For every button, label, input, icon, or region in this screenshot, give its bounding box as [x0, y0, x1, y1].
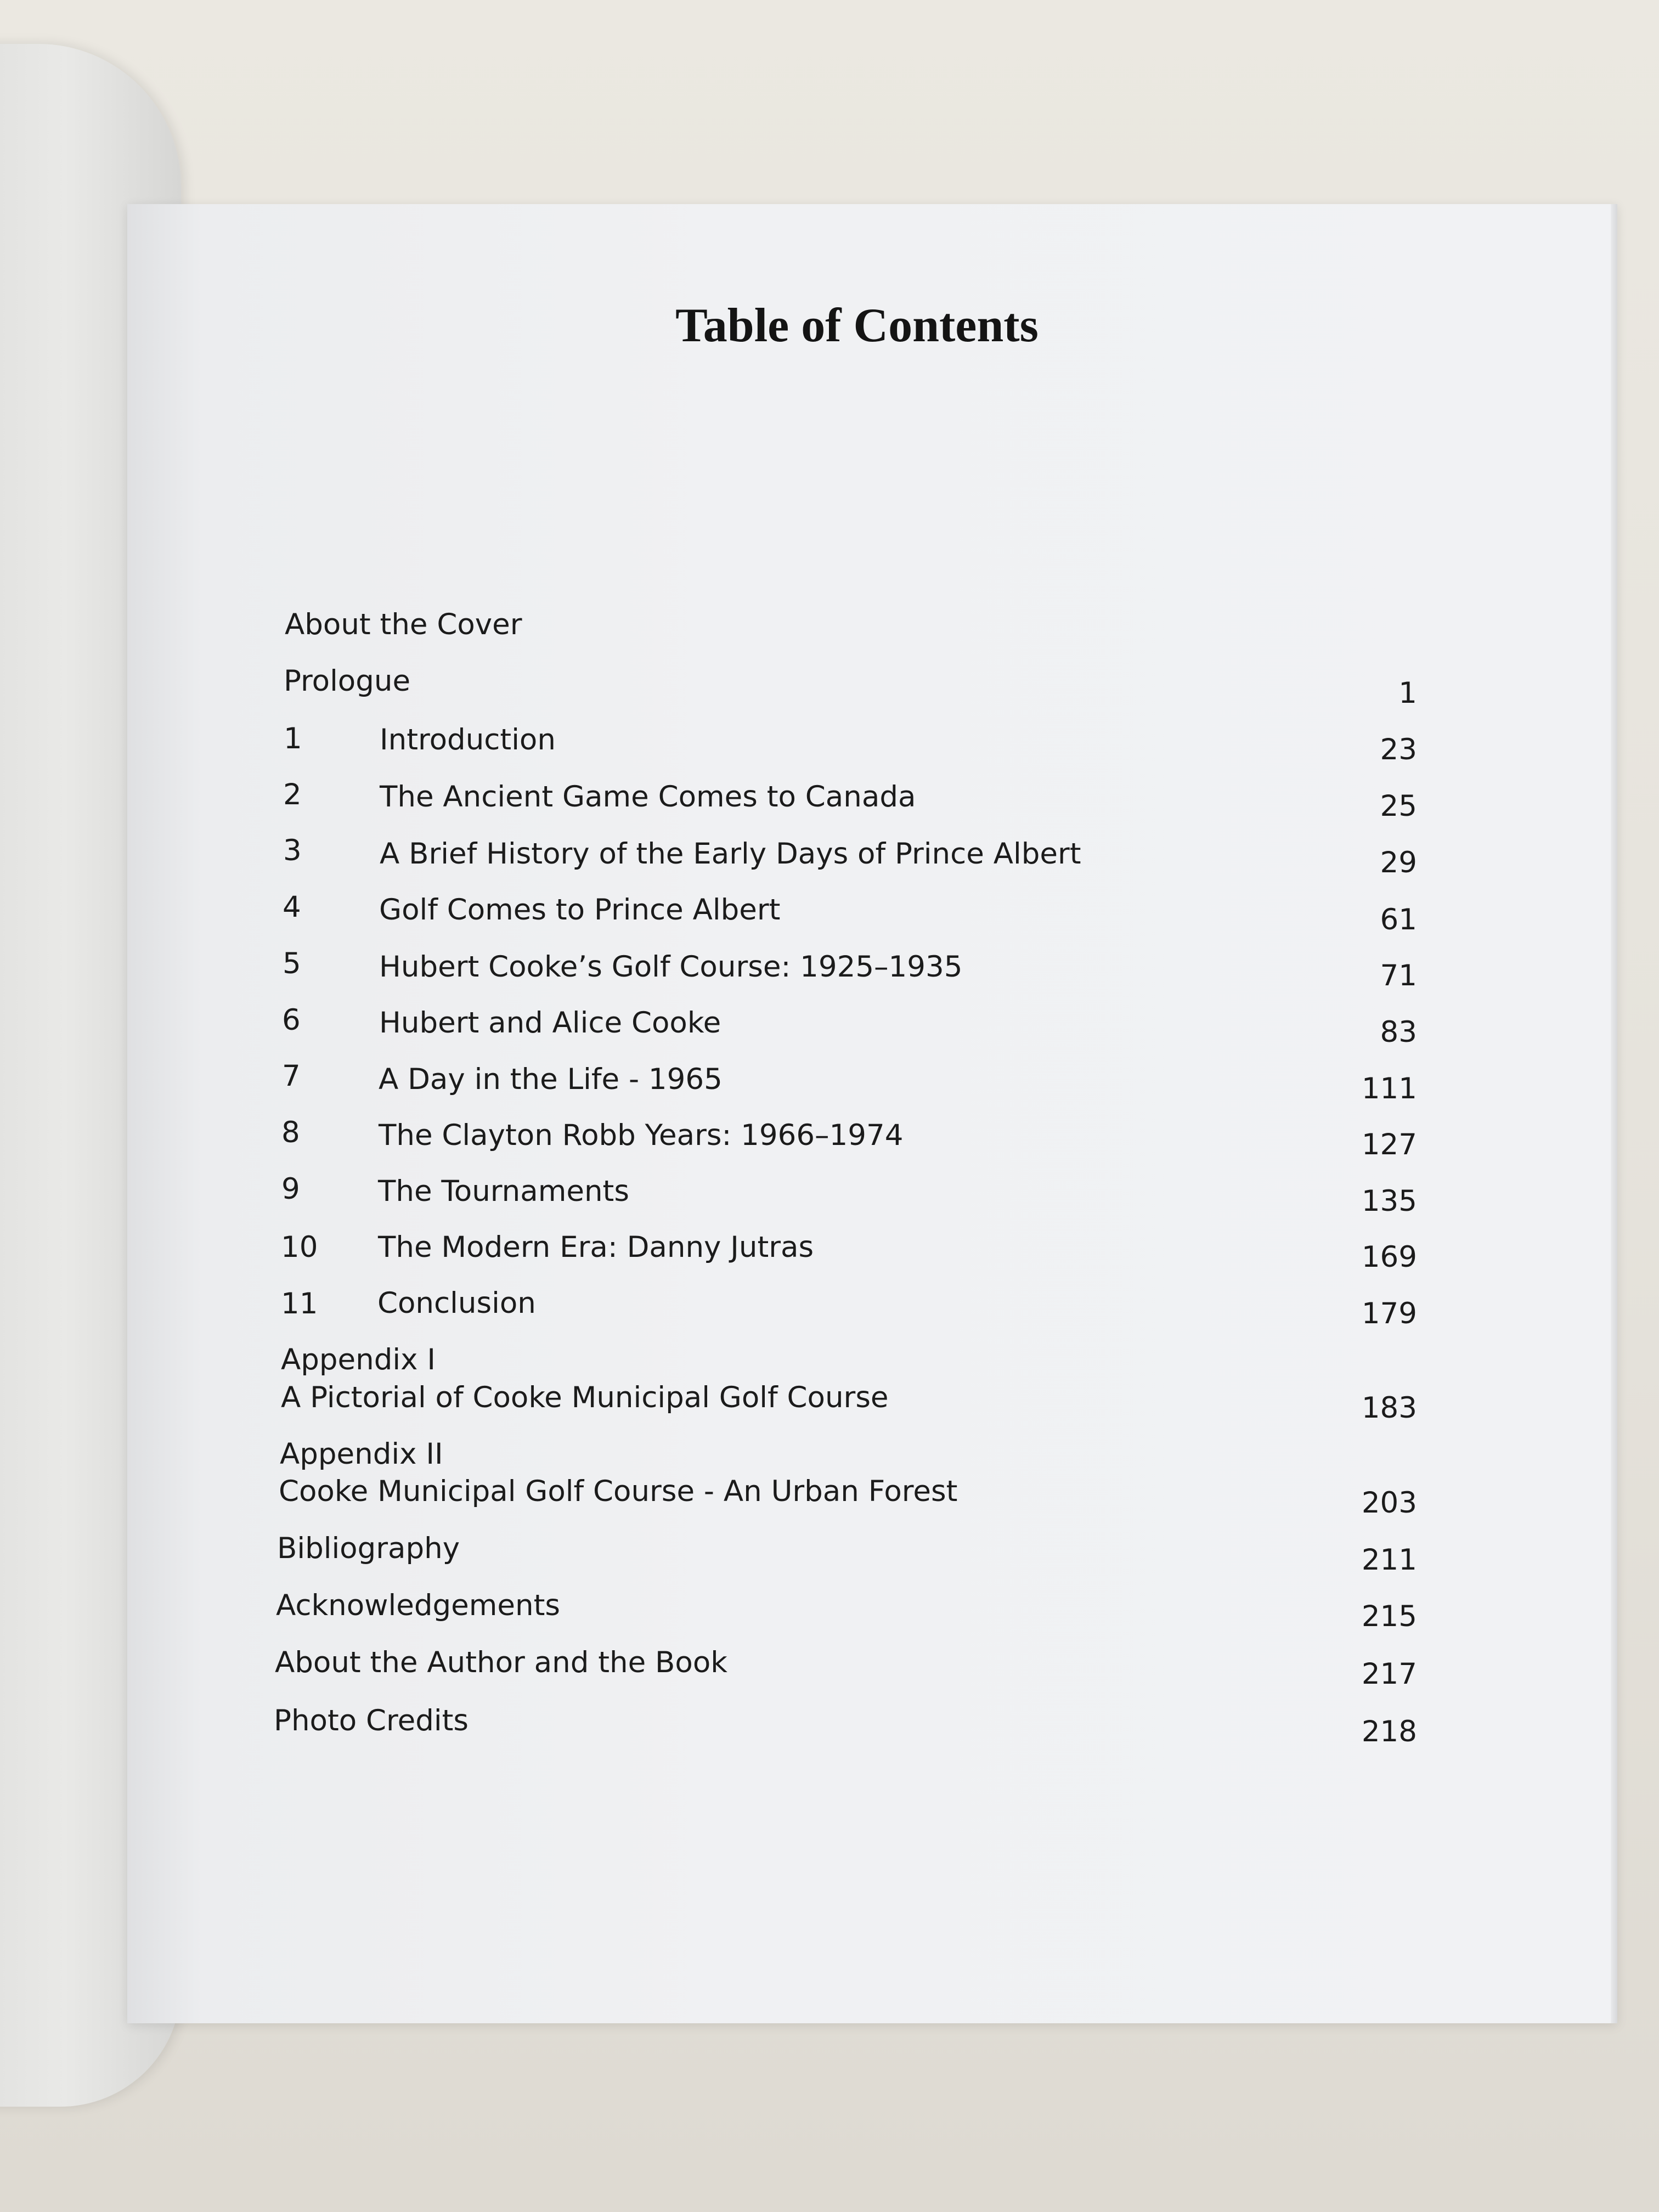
- toc-entry-about-the-author: About the Author and the Book: [275, 1646, 727, 1679]
- toc-chapter-number: 11: [281, 1287, 318, 1321]
- toc-entry-appendix-2-title: Cooke Municipal Golf Course - An Urban Forest: [279, 1475, 958, 1508]
- toc-entry-day-in-the-life: A Day in the Life - 1965: [379, 1063, 723, 1096]
- toc-page-appendix-2: 203: [1361, 1486, 1417, 1520]
- toc-chapter-number: 8: [281, 1116, 300, 1149]
- toc-page-tournaments: 135: [1361, 1184, 1417, 1218]
- toc-page-photo-credits: 218: [1361, 1715, 1417, 1748]
- book-page: [127, 204, 1617, 2023]
- toc-page-bibliography: 211: [1361, 1543, 1417, 1577]
- toc-chapter-number: 7: [282, 1059, 301, 1093]
- toc-chapter-number: 9: [281, 1172, 300, 1206]
- toc-entry-photo-credits: Photo Credits: [274, 1704, 469, 1737]
- toc-chapter-number: 10: [281, 1231, 318, 1264]
- toc-page-hubert-and-alice: 83: [1380, 1015, 1417, 1049]
- toc-page-about-the-author: 217: [1361, 1657, 1417, 1691]
- toc-entry-modern-era: The Modern Era: Danny Jutras: [378, 1231, 814, 1264]
- toc-entry-prologue: Prologue: [284, 664, 411, 698]
- toc-chapter-number: 3: [283, 834, 302, 867]
- toc-page-modern-era: 169: [1361, 1240, 1417, 1274]
- toc-page-conclusion: 179: [1361, 1297, 1417, 1330]
- toc-entry-tournaments: The Tournaments: [378, 1175, 629, 1208]
- toc-entry-appendix-1-title: A Pictorial of Cooke Municipal Golf Course: [281, 1381, 889, 1414]
- toc-entry-about-the-cover: About the Cover: [285, 608, 522, 641]
- toc-entry-brief-history: A Brief History of the Early Days of Prince Albert: [380, 837, 1081, 871]
- toc-page-clayton-robb: 127: [1361, 1128, 1417, 1161]
- toc-entry-hubert-and-alice: Hubert and Alice Cooke: [379, 1006, 721, 1040]
- toc-page-appendix-1: 183: [1361, 1391, 1417, 1425]
- toc-page-acknowledgements: 215: [1361, 1600, 1417, 1633]
- toc-entry-ancient-game: The Ancient Game Comes to Canada: [380, 780, 916, 814]
- toc-page-hubert-cookes-golf-course: 71: [1380, 959, 1417, 992]
- toc-chapter-number: 1: [284, 722, 302, 755]
- toc-entry-appendix-1: Appendix I: [281, 1343, 436, 1376]
- toc-title: Table of Contents: [675, 299, 1039, 352]
- toc-page-day-in-the-life: 111: [1361, 1072, 1417, 1105]
- toc-entry-acknowledgements: Acknowledgements: [276, 1589, 560, 1622]
- toc-chapter-number: 2: [283, 778, 302, 811]
- toc-chapter-number: 4: [283, 890, 301, 924]
- toc-page-ancient-game: 25: [1380, 789, 1417, 823]
- toc-page-brief-history: 29: [1380, 846, 1417, 879]
- toc-page-golf-comes: 61: [1380, 903, 1417, 936]
- toc-entry-conclusion: Conclusion: [377, 1286, 536, 1320]
- toc-entry-appendix-2: Appendix II: [280, 1437, 443, 1471]
- toc-chapter-number: 6: [282, 1003, 301, 1037]
- toc-entry-clayton-robb: The Clayton Robb Years: 1966–1974: [379, 1119, 904, 1152]
- toc-entry-hubert-cookes-golf-course: Hubert Cooke’s Golf Course: 1925–1935: [379, 950, 963, 984]
- toc-page-introduction: 23: [1380, 733, 1417, 766]
- toc-page-prologue: 1: [1398, 676, 1417, 710]
- toc-entry-golf-comes: Golf Comes to Prince Albert: [379, 893, 781, 927]
- toc-chapter-number: 5: [283, 947, 301, 980]
- toc-entry-bibliography: Bibliography: [277, 1532, 460, 1565]
- page-edge: [1611, 204, 1617, 2023]
- toc-entry-introduction: Introduction: [380, 723, 556, 757]
